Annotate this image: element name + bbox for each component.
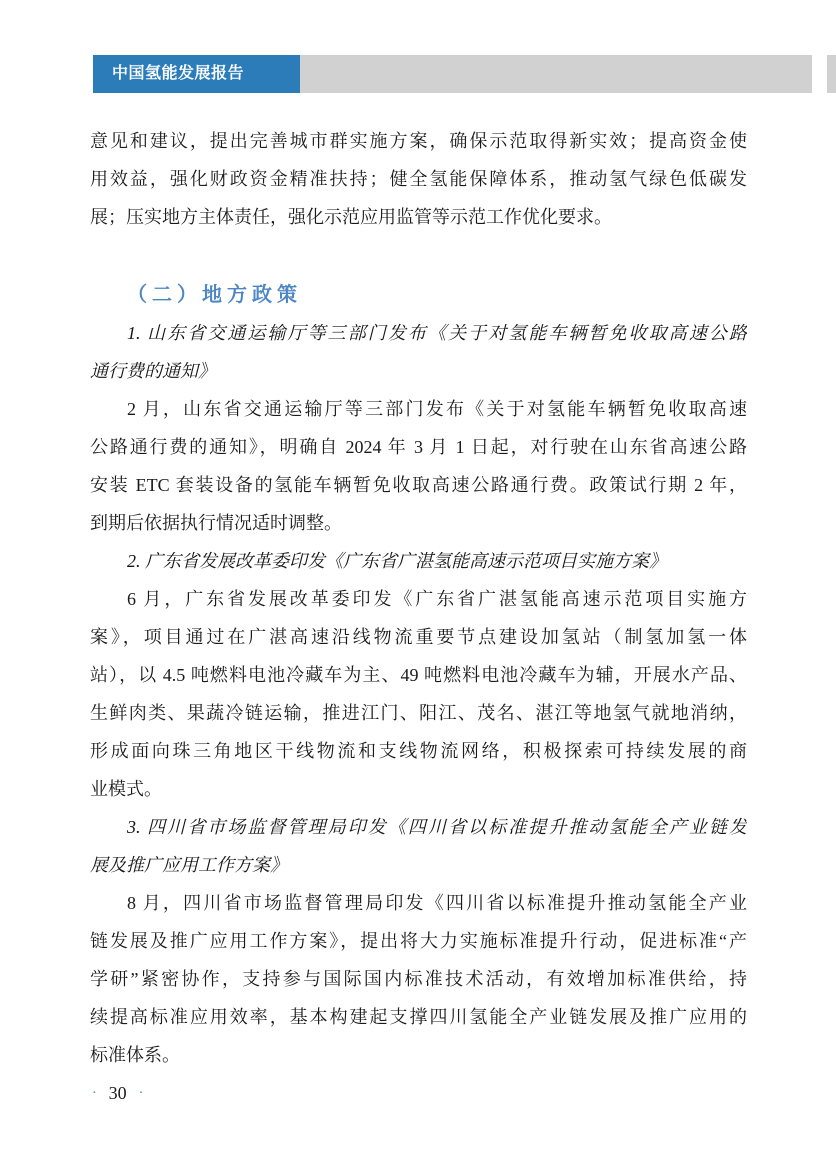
subsection-title [90,808,747,884]
text-line: 2 月，山东省交通运输厅等三部门发布《关于对氢能车辆暂免收取高速 [127,399,747,419]
text-line: 展及推广应用工作方案》 [90,855,288,875]
text-line: 6 月，广东省发展改革委印发《广东省广湛氢能高速示范项目实施方 [127,589,747,609]
text-line: 业模式。 [90,779,162,799]
text-line: 通行费的通知》 [90,361,216,381]
text-line: 8 月，四川省市场监督管理局印发《四川省以标准提升推动氢能全产业 [127,893,747,913]
footer-dot-right: · [138,1086,144,1101]
text-line: 到期后依据执行情况适时调整。 [90,513,342,533]
text-line: 用效益，强化财政资金精准扶持；健全氢能保障体系，推动氢气绿色低碳发 [90,169,747,189]
body-paragraph [90,884,747,1074]
text-line: 站），以 4.5 吨燃料电池冷藏车为主、49 吨燃料电池冷藏车为辅，开展水产品、 [90,665,747,685]
text-line: 2. 广东省发展改革委印发《广东省广湛氢能高速示范项目实施方案》 [127,551,667,571]
body-paragraph [90,122,747,236]
text-line: 展；压实地方主体责任，强化示范应用监管等示范工作优化要求。 [90,207,612,227]
page-number: 30 [108,1083,127,1103]
text-line: 意见和建议，提出完善城市群实施方案，确保示范取得新实效；提高资金使 [90,131,747,151]
header-edge-strip [827,55,836,93]
page-footer [92,1083,143,1104]
subsection-title [90,542,747,580]
text-line: 形成面向珠三角地区干线物流和支线物流网络，积极探索可持续发展的商 [90,741,747,761]
text-line: 公路通行费的通知》，明确自 2024 年 3 月 1 日起，对行驶在山东省高速公路 [90,437,747,457]
body-paragraph [90,580,747,808]
section-heading: （二）地方政策 [127,284,302,306]
text-line: 生鲜肉类、果蔬冷链运输，推进江门、阳江、茂名、湛江等地氢气就地消纳， [90,703,747,723]
text-line: 安装 ETC 套装设备的氢能车辆暂免收取高速公路通行费。政策试行期 2 年， [90,475,747,495]
text-line: 标准体系。 [90,1045,180,1065]
content-area [90,122,747,1074]
text-line: 1. 山东省交通运输厅等三部门发布《关于对氢能车辆暂免收取高速公路 [127,323,747,343]
header-title-banner: 中国氢能发展报告 [93,55,300,93]
text-line: 3. 四川省市场监督管理局印发《四川省以标准提升推动氢能全产业链发 [127,817,747,837]
footer-dot-left: · [92,1086,97,1101]
text-line: 链发展及推广应用工作方案》，提出将大力实施标准提升行动，促进标准“产 [90,931,747,951]
text-line: 案》，项目通过在广湛高速沿线物流重要节点建设加氢站（制氢加氢一体 [90,627,747,647]
header-band [300,55,812,93]
body-paragraph [90,390,747,542]
subsection-title [90,314,747,390]
text-line: 续提高标准应用效率，基本构建起支撑四川氢能全产业链发展及推广应用的 [90,1007,747,1027]
text-line: 学研”紧密协作，支持参与国际国内标准技术活动，有效增加标准供给，持 [90,969,747,989]
